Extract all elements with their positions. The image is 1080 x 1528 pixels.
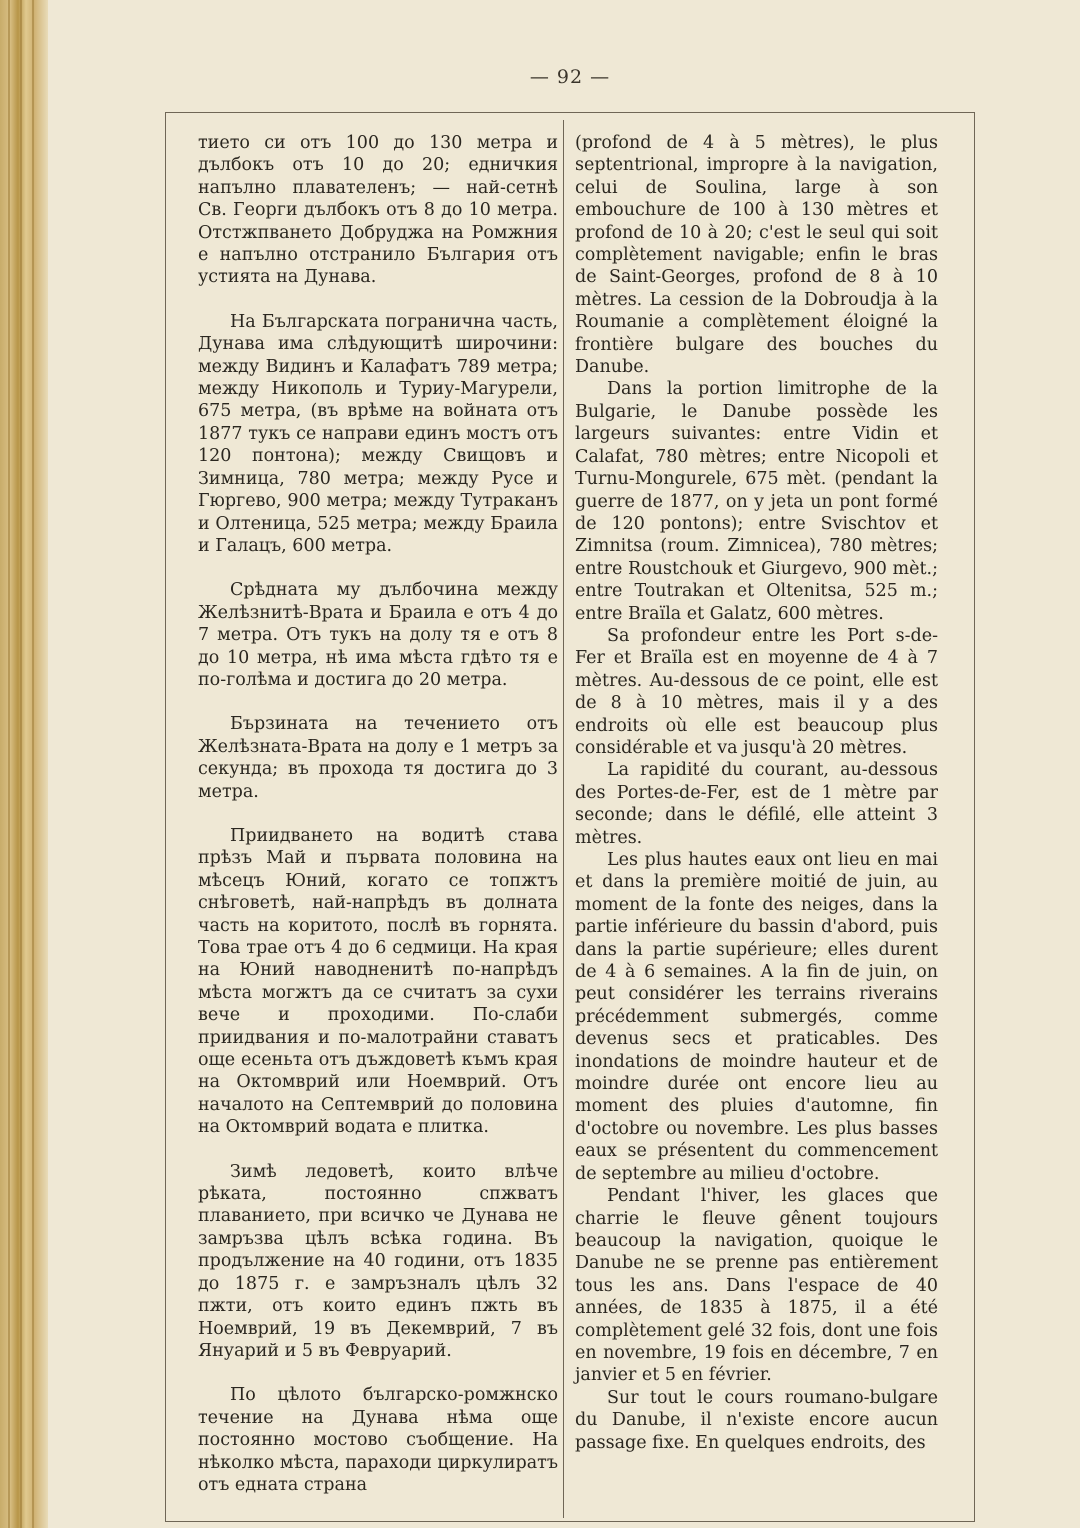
paragraph: Бързината на течението отъ Желѣзната-Врата на долу е 1 метръ за секунда; въ прохода тя достига до 3 метра.: [198, 714, 558, 802]
paragraph: Les plus hautes eaux ont lieu en mai et dans la première moitié de juin, au moment de la fonte des neiges, dans la partie inférieure du bassin d'abord, puis dans la partie supérieure; elles durent de 4 à 6 semaines. A la fin de juin, on peut considérer les terrains riverains précédemment submergés, comme devenus secs et praticables. Des inondations de moindre hauteur et de moindre durée ont encore lieu au moment des pluies d'automne, fin d'octobre ou novembre. Les plus basses eaux se présentent du commencement de septembre au milieu d'octobre.: [575, 850, 938, 1184]
paragraph: Срѣдната му дълбочина между Желѣзнитѣ-Врата и Браила е отъ 4 до 7 метра. Отъ тукъ на долу тя е отъ 8 до 10 метра, нѣ има мѣста гдѣто тя е по-голѣма и достига до 20 метра.: [198, 580, 558, 690]
binding-line: [20, 0, 22, 1528]
bulgarian-column: [198, 132, 558, 1496]
page-number: — 92 —: [529, 66, 611, 88]
paragraph: тието си отъ 100 до 130 метра и дълбокъ отъ 10 до 20; едничкия напълно плавателенъ; — най-сетнѣ Св. Георги дълбокъ отъ 8 до 10 метра. Отстжпването Добруджа на Ромжния е напълно отстранило България отъ устията на Дунава.: [198, 133, 558, 288]
paragraph: (profond de 4 à 5 mètres), le plus septentrional, impropre à la navigation, celui de Soulina, large à son embouchure de 100 à 130 mètres et profond de 10 à 20; c'est le seul qui soit complètement navigable; enfin le bras de Saint-Georges, profond de 8 à 10 mètres. La cession de la Dobroudja à la Roumanie a complètement éloigné la frontière bulgare des bouches du Danube.: [575, 133, 938, 378]
paragraph: По цѣлото българско-ромжнско течение на Дунава нѣма още постоянно мостово съобщение. На нѣколко мѣста, параходи циркулиратъ отъ едната страна: [198, 1385, 558, 1495]
paragraph: La rapidité du courant, au-dessous des Portes-de-Fer, est de 1 mètre par seconde; dans le défilé, elle atteint 3 mètres.: [575, 760, 938, 848]
binding-line: [8, 0, 10, 1528]
paragraph: Pendant l'hiver, les glaces que charrie le fleuve gênent toujours beaucoup la navigation, quoique le Danube ne se prenne pas entièrement tous les ans. Dans l'espace de 40 années, de 1835 à 1875, il a été complètement gelé 32 fois, dont une fois en novembre, 19 fois en décembre, 7 en janvier et 5 en février.: [575, 1186, 938, 1386]
paragraph: Sa profondeur entre les Port s-de-Fer et Braïla est en moyenne de 4 à 7 mètres. Au-dessous de ce point, elle est de 8 à 10 mètres, mais il y a des endroits où elle est beaucoup plus considérable et va jusqu'à 20 mètres.: [575, 625, 938, 758]
french-column: [575, 132, 938, 1454]
paragraph: Приидването на водитѣ става прѣзъ Май и първата половина на мѣсецъ Юний, когато се топжтъ снѣговетѣ, най-напрѣдъ въ долната часть на коритото, послѣ въ горнята. Това трае отъ 4 до 6 седмици. На края на Юний наводненитѣ по-напрѣдъ мѣста могжтъ да се считатъ за сухи вече и проходими. По-слаби приидвания и по-малотрайни ставатъ още есеньта отъ дъждоветѣ къмъ края на Октомврий или Ноемврий. Отъ началото на Септемврий до половина на Октомврий водата е плитка.: [198, 825, 558, 1138]
column-divider: [563, 120, 564, 1518]
binding-line: [32, 0, 34, 1528]
paragraph: Dans la portion limitrophe de la Bulgarie, le Danube possède les largeurs suivantes: entre Vidin et Calafat, 780 mètres; entre Nicopoli et Turnu-Mongurele, 675 mèt. (pendant la guerre de 1877, on y jeta un pont formé de 120 pontons); entre Svischtov et Zimnitsa (roum. Zimnicea), 780 mètres; entre Roustchouk et Giurgevo, 900 mèt.; entre Toutrakan et Oltenitsa, 525 m.; entre Braïla et Galatz, 600 mètres.: [575, 379, 938, 624]
paragraph: Зимѣ ледоветѣ, които влѣче рѣката, постоянно спжватъ плаванието, при всичко че Дунава не замръзва цѣлъ всѣка година. Въ продължение на 40 години, отъ 1835 до 1875 г. е замръзналъ цѣлъ 32 пжти, отъ които единъ пжть въ Ноемврий, 19 въ Декемврий, 7 въ Януарий и 5 въ Февруарий.: [198, 1161, 558, 1361]
paragraph: Sur tout le cours roumano-bulgare du Danube, il n'existe encore aucun passage fixe. En quelques endroits, des: [575, 1387, 938, 1453]
paragraph: На Българската погранична часть, Дунава има слѣдующитѣ широчини: между Видинъ и Калафатъ 789 метра; между Никополь и Туриу-Магурели, 675 метра, (въ врѣме на войната отъ 1877 тукъ се направи единъ мостъ отъ 120 понтона); между Свищовъ и Зимница, 780 метра; между Русе и Гюргево, 900 метра; между Тутраканъ и Олтеница, 525 метра; между Браила и Галацъ, 600 метра.: [198, 311, 558, 556]
